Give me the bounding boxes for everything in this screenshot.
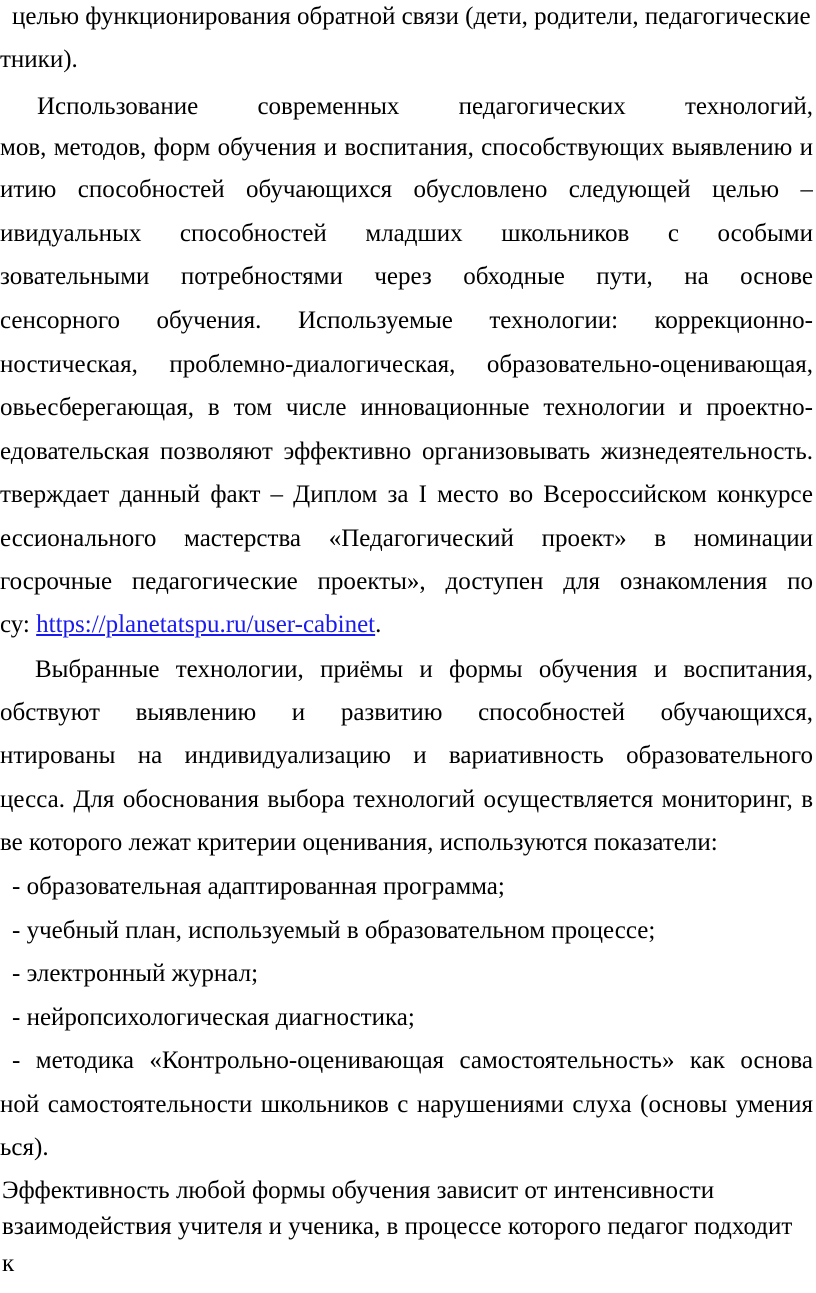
url-line-suffix: . [375, 611, 382, 638]
text-line: ной самостоятельности школьников с нарушениями слуха (основы умения [0, 1091, 813, 1118]
planetatspu-link[interactable]: https://planetatspu.ru/user-cabinet [36, 611, 376, 638]
text-line: ессионального мастерства «Педагогический проект» в номинации [0, 525, 813, 552]
text-line: зовательными потребностями через обходные пути, на основе [0, 263, 813, 290]
text-line: сенсорного обучения. Используемые технологии: коррекционно- [0, 307, 813, 334]
text-line: Выбранные технологии, приёмы и формы обучения и воспитания, [35, 656, 813, 683]
text-line: ностическая, проблемно-диалогическая, образовательно-оценивающая, [0, 351, 813, 378]
text-line: итию способностей обучающихся обусловлено следующей целью – [0, 176, 813, 203]
list-item: - электронный журнал; [12, 960, 259, 987]
text-line: едовательская позволяют эффективно организовывать жизнедеятельность. [0, 438, 813, 465]
text-line: Эффективность любой формы обучения зависит от интенсивности [2, 1177, 715, 1204]
text-line: госрочные педагогические проекты», доступен для ознакомления по [0, 568, 813, 595]
text-line: целью функционирования обратной связи (дети, родители, педагогические [12, 3, 811, 30]
list-item: - методика «Контрольно-оценивающая самостоятельность» как основа [12, 1047, 813, 1074]
text-line: цесса. Для обоснования выбора технологий осуществляется мониторинг, в [0, 786, 813, 813]
list-item: - образовательная адаптированная программа; [12, 873, 505, 900]
text-line: ься). [0, 1134, 49, 1161]
text-line: взаимодействия учителя и ученика, в процессе которого педагог подходит [2, 1213, 793, 1240]
text-line: ивидуальных способностей младших школьников с особыми [0, 220, 813, 247]
text-line: обствуют выявлению и развитию способностей обучающихся, [0, 699, 813, 726]
url-line-prefix: су: [0, 611, 37, 638]
list-item: - нейропсихологическая диагностика; [12, 1004, 415, 1031]
text-line: мов, методов, форм обучения и воспитания, способствующих выявлению и [0, 134, 813, 161]
text-line: тники). [0, 46, 78, 73]
text-line: овьесберегающая, в том числе инновационные технологии и проектно- [0, 394, 813, 421]
text-line: к [2, 1250, 15, 1277]
text-line: Использование современных педагогических технологий, [37, 93, 813, 120]
text-line: ве которого лежат критерии оценивания, используются показатели: [0, 829, 718, 856]
text-line: нтированы на индивидуализацию и вариативность образовательного [0, 742, 813, 769]
list-item: - учебный план, используемый в образовательном процессе; [12, 917, 656, 944]
text-line: тверждает данный факт – Диплом за I место во Всероссийском конкурсе [0, 481, 813, 508]
url-line [0, 610, 381, 640]
